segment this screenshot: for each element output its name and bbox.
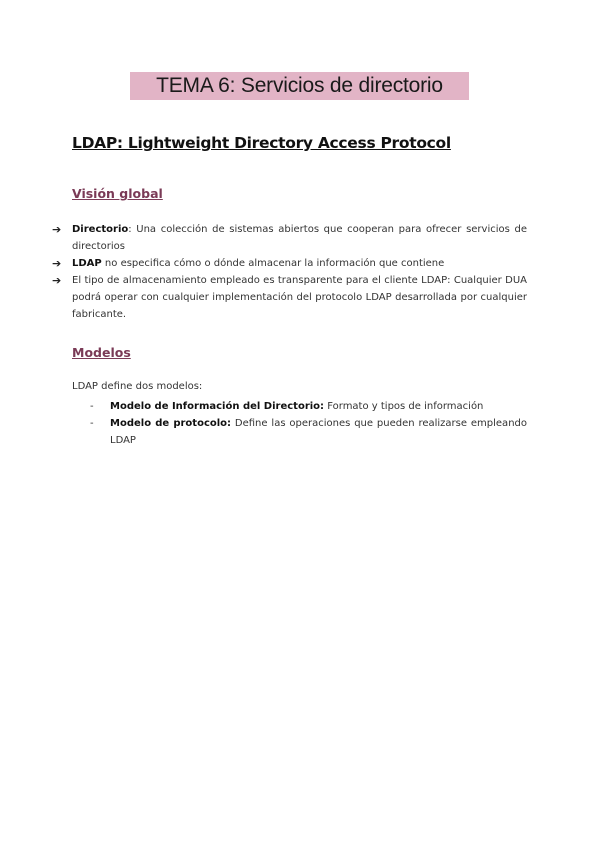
- bullet-term: LDAP: [72, 258, 102, 269]
- list-item: [52, 221, 527, 255]
- bullet-term: Directorio: [72, 224, 129, 235]
- page-title: TEMA 6: Servicios de directorio: [156, 74, 443, 97]
- model-text: Define las operaciones que pueden realizarse empleando LDAP: [110, 418, 527, 446]
- vision-bullet-list: [52, 221, 527, 323]
- modelos-list: [90, 398, 527, 449]
- title-banner: [130, 72, 469, 100]
- modelos-intro: LDAP define dos modelos:: [72, 381, 203, 392]
- list-item: [90, 398, 527, 415]
- bullet-text: no especifica cómo o dónde almacenar la información que contiene: [101, 258, 445, 269]
- list-item: [90, 415, 527, 449]
- dash-icon: -: [90, 418, 94, 429]
- model-term: Modelo de protocolo:: [110, 418, 232, 429]
- model-term: Modelo de Información del Directorio:: [110, 401, 325, 412]
- bullet-text: El tipo de almacenamiento empleado es transparente para el cliente LDAP: Cualquier DUA podrá operar con cualquier implementación del protocolo LDAP desarrollada por cualquier fabricante.: [72, 275, 527, 320]
- bullet-text: : Una colección de sistemas abiertos que cooperan para ofrecer servicios de directorios: [72, 224, 527, 252]
- arrow-icon: ➔: [52, 223, 62, 236]
- list-item: [52, 272, 527, 323]
- arrow-icon: ➔: [52, 274, 62, 287]
- dash-icon: -: [90, 401, 94, 412]
- section-heading-ldap: LDAP: Lightweight Directory Access Protocol: [72, 134, 451, 152]
- arrow-icon: ➔: [52, 257, 62, 270]
- list-item: [52, 255, 527, 272]
- model-text: Formato y tipos de información: [324, 401, 484, 412]
- subheading-vision-global: Visión global: [72, 186, 163, 201]
- subheading-modelos: Modelos: [72, 345, 131, 360]
